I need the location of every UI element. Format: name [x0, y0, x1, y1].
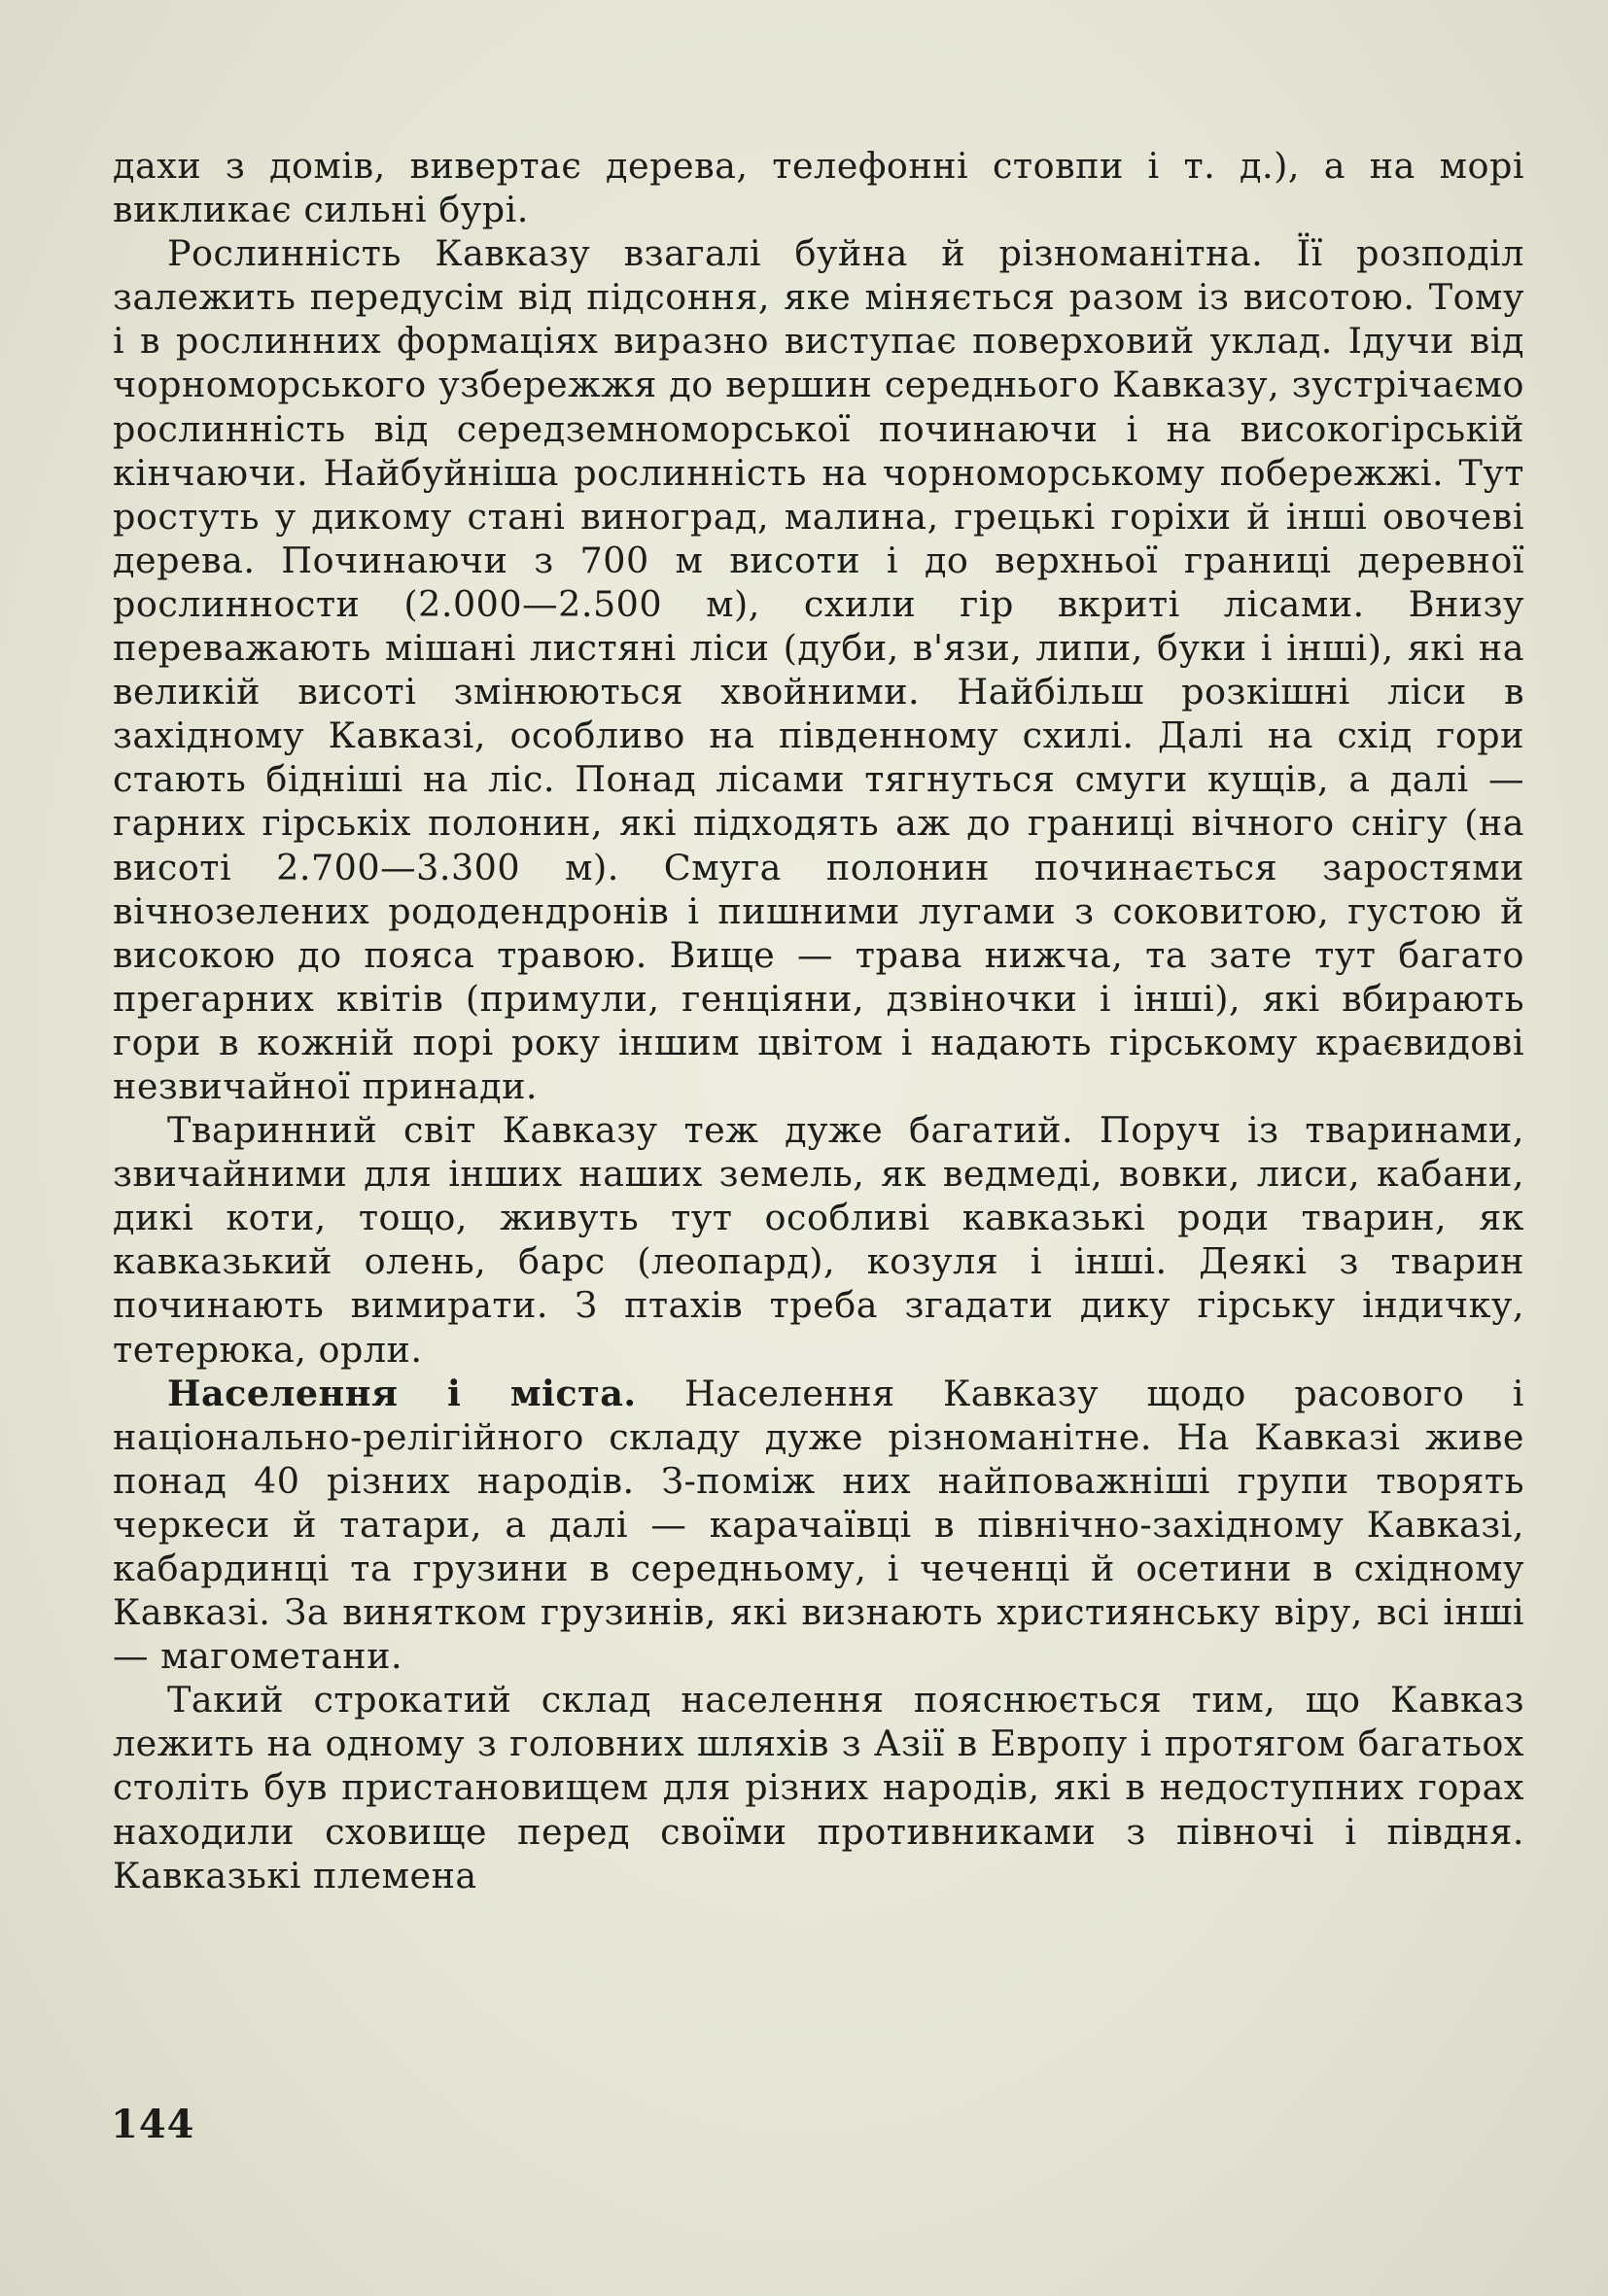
- paragraph-text: Населення Кавказу щодо расового і національно-релігійного складу дуже різноманітне. На Кавказі живе понад 40 різних народів. З-поміж них найповажніші групи творять черкеси й татари, а далі — карачаївці в північно-західному Кавказі, кабардинці та грузини в середньому, і чеченці й осетини в східному Кавказі. За винятком грузинів, які визнають християнську віру, всі інші — магометани.: [113, 1372, 1524, 1678]
- paragraph-3: [113, 1108, 1524, 1372]
- section-run-head: Населення і міста.: [167, 1372, 637, 1414]
- paragraph-text: дахи з домів, вивертає дерева, телефонні стовпи і т. д.), а на морі викликає сильні бурі.: [113, 145, 1524, 231]
- paragraph-text: Рослинність Кавказу взагалі буйна й різноманітна. Її розподіл залежить передусім від підсоння, яке міняється разом із висотою. Тому і в рослинних формаціях виразно виступає поверховий уклад. Ідучи від чорноморського узбережжя до вершин середнього Кавказу, зустрічаємо рослинність від середземноморської починаючи і на високогірській кінчаючи. Найбуйніша рослинність на чорноморському побережжі. Тут ростуть у дикому стані виноград, малина, грецькі горіхи й інші овочеві дерева. Починаючи з 700 м висоти і до верхньої границі деревної рослинности (2.000—2.500 м), схили гір вкриті лісами. Внизу переважають мішані листяні ліси (дуби, в'язи, липи, буки і інші), які на великій висоті змінюються хвойними. Найбільш розкішні ліси в західному Кавказі, особливо на південному схилі. Далі на схід гори стають бідніші на ліс. Понад лісами тягнуться смуги кущів, а далі — гарних гірськіх полонин, які підходять аж до границі вічного снігу (на висоті 2.700—3.300 м). Смуга полонин починається заростями вічнозелених рододендронів і пишними лугами з соковитою, густою й високою до пояса травою. Вище — трава нижча, та зате тут багато прегарних квітів (примули, генціяни, дзвіночки і інші), які вбирають гори в кожній порі року іншим цвітом і надають гірському краєвидові незвичайної принади.: [113, 232, 1524, 1107]
- paragraph-4: [113, 1372, 1524, 1679]
- body-text: [113, 144, 1524, 1897]
- paragraph-text: Такий строкатий склад населення пояснюється тим, що Кавказ лежить на одному з головних шляхів з Азії в Европу і протягом багатьох століть був пристановищем для різних народів, які в недоступних горах находили сховище перед своїми противниками з півночі і півдня. Кавказькі племена: [113, 1679, 1524, 1896]
- paragraph-text: Тваринний світ Кавказу теж дуже багатий. Поруч із тваринами, звичайними для інших наших земель, як ведмеді, вовки, лиси, кабани, дикі коти, тощо, живуть тут особливі кавказькі роди тварин, як кавказький олень, барс (леопард), козуля і інші. Деякі з тварин починають вимирати. З птахів треба згадати дику гірську індичку, тетерюка, орли.: [113, 1109, 1524, 1371]
- paragraph-2: [113, 231, 1524, 1108]
- paragraph-1: [113, 144, 1524, 231]
- page-number: 144: [111, 2102, 195, 2147]
- paragraph-5: [113, 1678, 1524, 1896]
